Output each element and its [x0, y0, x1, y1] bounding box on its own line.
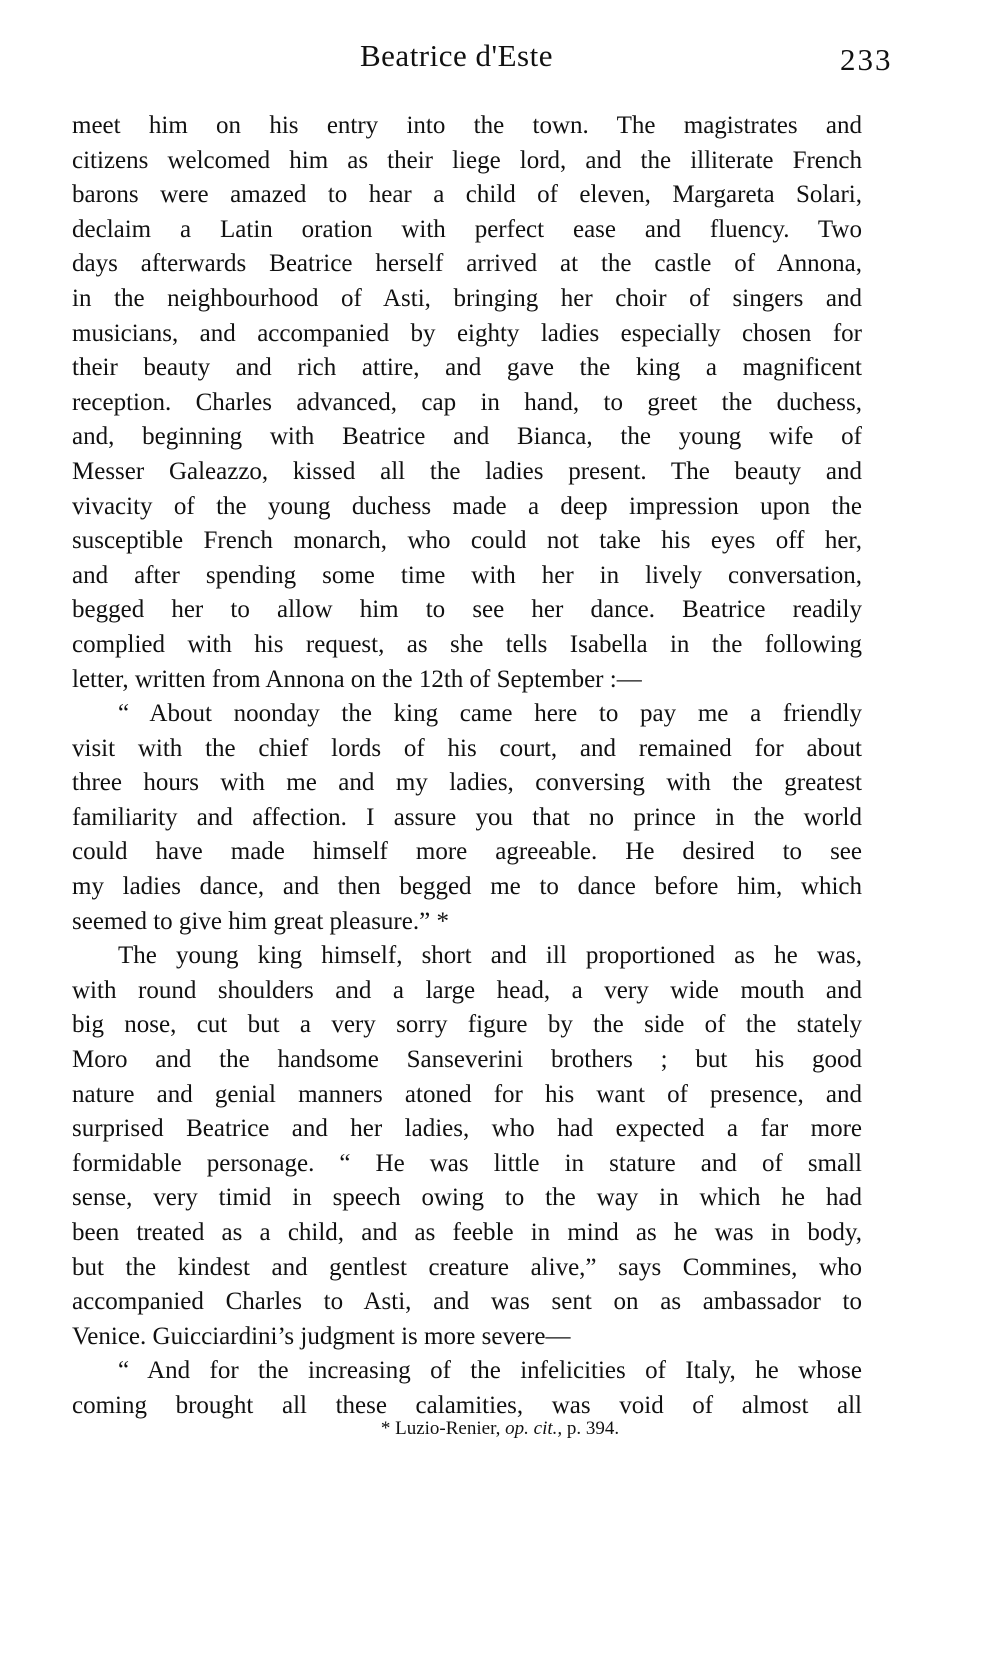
- text-line: three hours with me and my ladies, conversing with the greatest: [72, 769, 862, 797]
- text-line: accompanied Charles to Asti, and was sent on as ambassador to: [72, 1288, 862, 1316]
- text-line: barons were amazed to hear a child of eleven, Margareta Solari,: [72, 181, 862, 209]
- text-line: Messer Galeazzo, kissed all the ladies present. The beauty and: [72, 457, 862, 485]
- paragraph-start-line: “ About noonday the king came here to pay me a friendly: [118, 700, 862, 728]
- text-line: days afterwards Beatrice herself arrived at the castle of Annona,: [72, 250, 862, 278]
- text-line: visit with the chief lords of his court, and remained for about: [72, 734, 862, 762]
- text-line: susceptible French monarch, who could not take his eyes off her,: [72, 527, 862, 555]
- text-line: their beauty and rich attire, and gave the king a magnificent: [72, 354, 862, 382]
- text-line: reception. Charles advanced, cap in hand, to greet the duchess,: [72, 388, 862, 416]
- text-line: sense, very timid in speech owing to the way in which he had: [72, 1184, 862, 1212]
- text-line: could have made himself more agreeable. He desired to see: [72, 838, 862, 866]
- text-line: declaim a Latin oration with perfect ease and fluency. Two: [72, 215, 862, 243]
- footnote-author: Luzio-Renier,: [395, 1418, 501, 1439]
- text-line: letter, written from Annona on the 12th of September :—: [72, 665, 642, 693]
- paragraph-start-line: The young king himself, short and ill proportioned as he was,: [118, 942, 862, 970]
- text-line: and after spending some time with her in lively conversation,: [72, 561, 862, 589]
- footnote: [0, 1418, 1000, 1440]
- text-line: complied with his request, as she tells Isabella in the following: [72, 630, 862, 658]
- text-line: nature and genial manners atoned for his want of presence, and: [72, 1080, 862, 1108]
- text-line: formidable personage. “ He was little in stature and of small: [72, 1149, 862, 1177]
- text-line: with round shoulders and a large head, a very wide mouth and: [72, 976, 862, 1004]
- text-line: but the kindest and gentlest creature alive,” says Commines, who: [72, 1253, 862, 1281]
- body-text: [72, 109, 862, 1424]
- page-number: 233: [840, 42, 893, 77]
- paragraph-start-line: “ And for the increasing of the infelicities of Italy, he whose: [118, 1357, 862, 1385]
- text-line: Venice. Guicciardini’s judgment is more severe—: [72, 1322, 571, 1350]
- running-title: Beatrice d'Este: [360, 38, 553, 73]
- text-line: familiarity and affection. I assure you that no prince in the world: [72, 803, 862, 831]
- text-line: meet him on his entry into the town. The magistrates and: [72, 112, 862, 139]
- text-line: my ladies dance, and then begged me to dance before him, which: [72, 873, 862, 901]
- footnote-marker: *: [380, 1418, 391, 1439]
- text-line: big nose, cut but a very sorry figure by the side of the stately: [72, 1011, 862, 1039]
- text-line: seemed to give him great pleasure.” *: [72, 907, 449, 935]
- text-line: been treated as a child, and as feeble in mind as he was in body,: [72, 1219, 862, 1246]
- footnote-page: p. 394.: [566, 1418, 620, 1439]
- running-head: [0, 38, 1000, 82]
- text-line: and, beginning with Beatrice and Bianca, the young wife of: [72, 423, 862, 451]
- footnote-reference: op. cit.,: [505, 1418, 563, 1439]
- text-line: surprised Beatrice and her ladies, who had expected a far more: [72, 1115, 862, 1143]
- text-line: citizens welcomed him as their liege lord, and the illiterate French: [72, 146, 862, 174]
- text-line: vivacity of the young duchess made a deep impression upon the: [72, 492, 862, 520]
- text-line: musicians, and accompanied by eighty ladies especially chosen for: [72, 319, 862, 347]
- text-line: begged her to allow him to see her dance. Beatrice readily: [72, 596, 862, 624]
- text-line: in the neighbourhood of Asti, bringing her choir of singers and: [72, 284, 862, 312]
- text-line: coming brought all these calamities, was void of almost all: [72, 1391, 862, 1419]
- text-line: Moro and the handsome Sanseverini brothers ; but his good: [72, 1046, 862, 1074]
